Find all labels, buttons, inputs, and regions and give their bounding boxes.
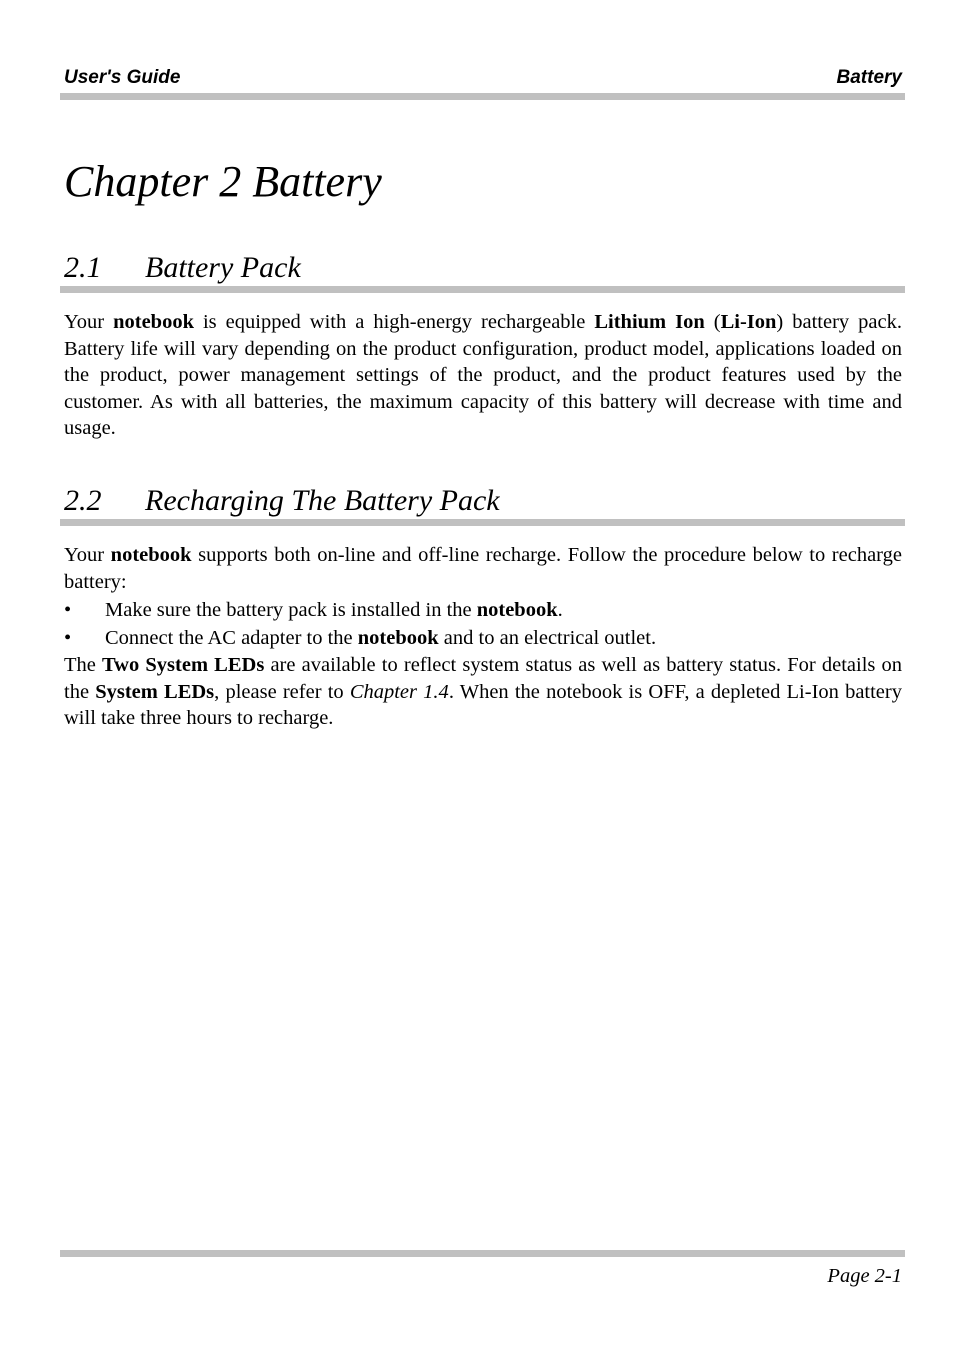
section-title: Recharging The Battery Pack (145, 484, 500, 517)
bold-term: notebook (113, 311, 194, 333)
bold-term: notebook (357, 627, 439, 649)
list-item (64, 624, 902, 652)
bold-term: Lithium Ion (594, 311, 705, 333)
section-heading-recharging (64, 481, 500, 521)
text-run: . When the notebook is OFF, a depleted Li-Ion battery will take three hours to recharge. (64, 680, 902, 729)
text-run: . (557, 599, 563, 621)
section-number: 2.1 (64, 251, 102, 284)
text-run: Your (64, 311, 114, 333)
bullet-icon: • (64, 599, 72, 621)
text-run: Connect the AC adapter to the (105, 627, 358, 649)
section-rule (60, 519, 905, 526)
text-run: ) battery pack. Battery life will vary depending on the product configuration, product model, applications loaded on the product, power management settings of the product, and the product features used by the customer. As with all batteries, the maximum capacity of this battery will decrease with time and usage. (64, 311, 902, 439)
text-run: The (64, 654, 103, 676)
section-rule (60, 286, 905, 293)
bullet-icon: • (64, 627, 72, 649)
recharge-steps-list (64, 596, 902, 652)
text-run: and to an electrical outlet. (438, 627, 657, 649)
bold-term: Two System LEDs (102, 654, 265, 676)
list-item (64, 596, 902, 624)
bold-term: System LEDs (95, 680, 215, 703)
running-header (64, 64, 902, 92)
section-title: Battery Pack (145, 251, 301, 284)
bold-term: Li-Ion (720, 311, 777, 333)
chapter-reference: Chapter 1.4 (349, 680, 449, 703)
page-number: Page 2-1 (827, 1265, 902, 1287)
text-run: Make sure the battery pack is installed in the (105, 599, 477, 621)
text-run: ( (704, 311, 721, 333)
text-run: is equipped with a high-energy rechargeable (193, 311, 595, 333)
header-guide-title: User's Guide (64, 67, 181, 88)
text-run: , please refer to (214, 680, 350, 703)
section-number: 2.2 (64, 484, 102, 517)
recharging-intro-paragraph (64, 542, 902, 595)
battery-pack-paragraph (64, 309, 902, 442)
footer-rule (60, 1250, 905, 1257)
header-rule (60, 93, 905, 100)
text-run: supports both on-line and off-line recharge. Follow the procedure below to recharge battery: (64, 544, 902, 593)
bold-term: notebook (110, 544, 192, 566)
text-run: Your (64, 544, 111, 566)
chapter-title: Chapter 2 Battery (64, 157, 382, 206)
section-heading-battery-pack (64, 248, 301, 288)
header-chapter-name: Battery (836, 67, 902, 88)
text-run: are available to reflect system status as well as battery status. For details on the (64, 654, 903, 703)
bold-term: notebook (476, 599, 558, 621)
system-leds-paragraph (64, 652, 902, 732)
